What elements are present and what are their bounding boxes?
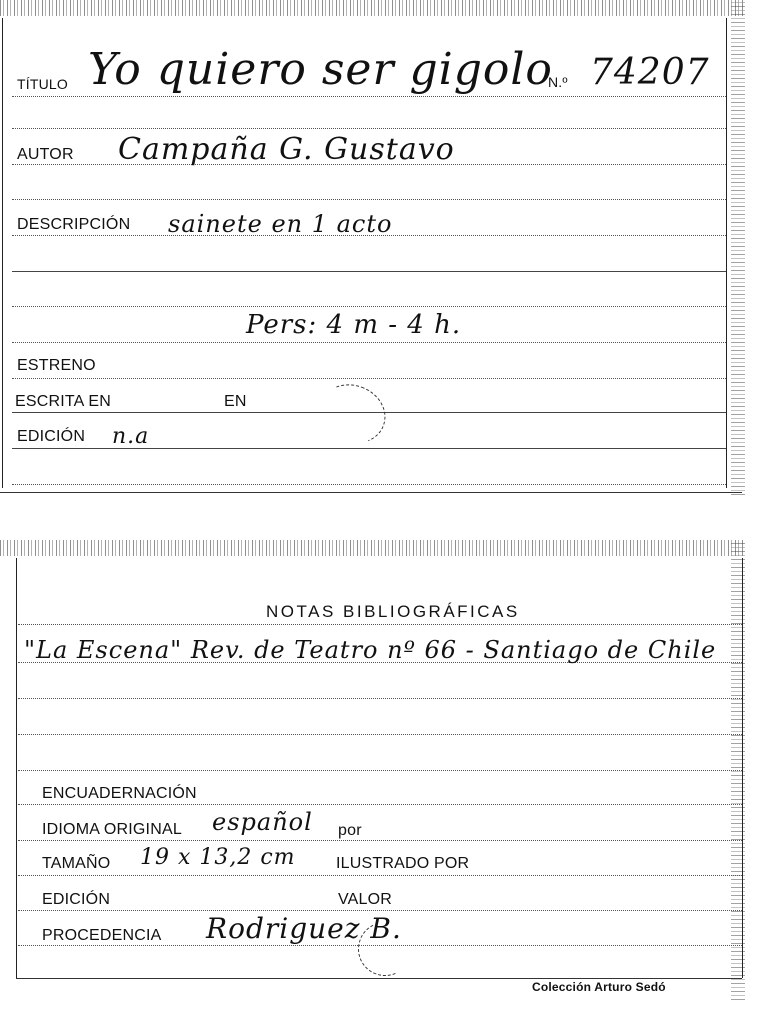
edicion-value: n.a [112,424,150,449]
titulo-label: TÍTULO [17,76,68,92]
ruled-line [18,840,742,841]
card-border [16,558,17,978]
en-label: EN [224,393,247,410]
autor-label: AUTOR [17,146,74,163]
ruled-line [18,910,742,911]
card-border [726,18,727,488]
numero-label: N.º [548,74,568,90]
notas-heading: NOTAS BIBLIOGRÁFICAS [266,602,520,621]
edicion-label: EDICIÓN [42,891,111,908]
edicion-label: EDICIÓN [17,428,86,445]
ruled-line [12,96,726,97]
ruled-line [18,698,742,699]
ruled-line [18,734,742,735]
ruled-line [18,875,742,876]
autor-value: Campaña G. Gustavo [118,132,455,167]
ruled-line [12,342,726,343]
ruled-line [12,378,726,379]
ruled-line [12,128,726,129]
catalog-card-front [0,0,745,495]
idioma-value: español [212,808,313,836]
tamano-label: TAMAÑO [42,855,111,872]
ruled-line [12,306,726,307]
titulo-value: Yo quiero ser gigolo [88,44,553,95]
card-bottom-edge [16,978,742,979]
descripcion-value: sainete en 1 acto [168,210,393,238]
encuadernacion-label: ENCUADERNACIÓN [42,785,197,802]
valor-label: VALOR [338,891,393,908]
ruled-line [12,199,726,200]
personajes-value: Pers: 4 m - 4 h. [246,310,462,340]
stamp-mark [310,375,394,453]
numero-value: 74207 [590,52,710,93]
ruled-line [12,484,726,485]
tamano-value: 19 x 13,2 cm [140,845,296,870]
estreno-label: ESTRENO [17,357,96,374]
idioma-label: IDIOMA ORIGINAL [42,821,182,838]
card-edge-texture [731,0,745,495]
catalog-card-back [0,540,745,1000]
nota-value: "La Escena" Rev. de Teatro nº 66 - Santiago de Chile [24,636,717,664]
collection-credit: Colección Arturo Sedó [532,980,666,994]
card-edge-texture [0,0,745,16]
ruled-line [18,770,742,771]
ruled-line [18,804,742,805]
escrita-en-label: ESCRITA EN [15,393,111,410]
card-bottom-edge [0,492,742,493]
procedencia-label: PROCEDENCIA [42,927,162,944]
ruled-line [12,271,726,272]
card-edge-texture [0,540,745,556]
por-label: por [338,822,362,839]
procedencia-value: Rodriguez B. [206,912,402,945]
card-border [742,558,743,978]
card-border [2,18,3,488]
descripcion-label: DESCRIPCIÓN [17,216,131,233]
ruled-line [18,624,742,625]
ilustrado-label: ILUSTRADO POR [336,855,470,872]
